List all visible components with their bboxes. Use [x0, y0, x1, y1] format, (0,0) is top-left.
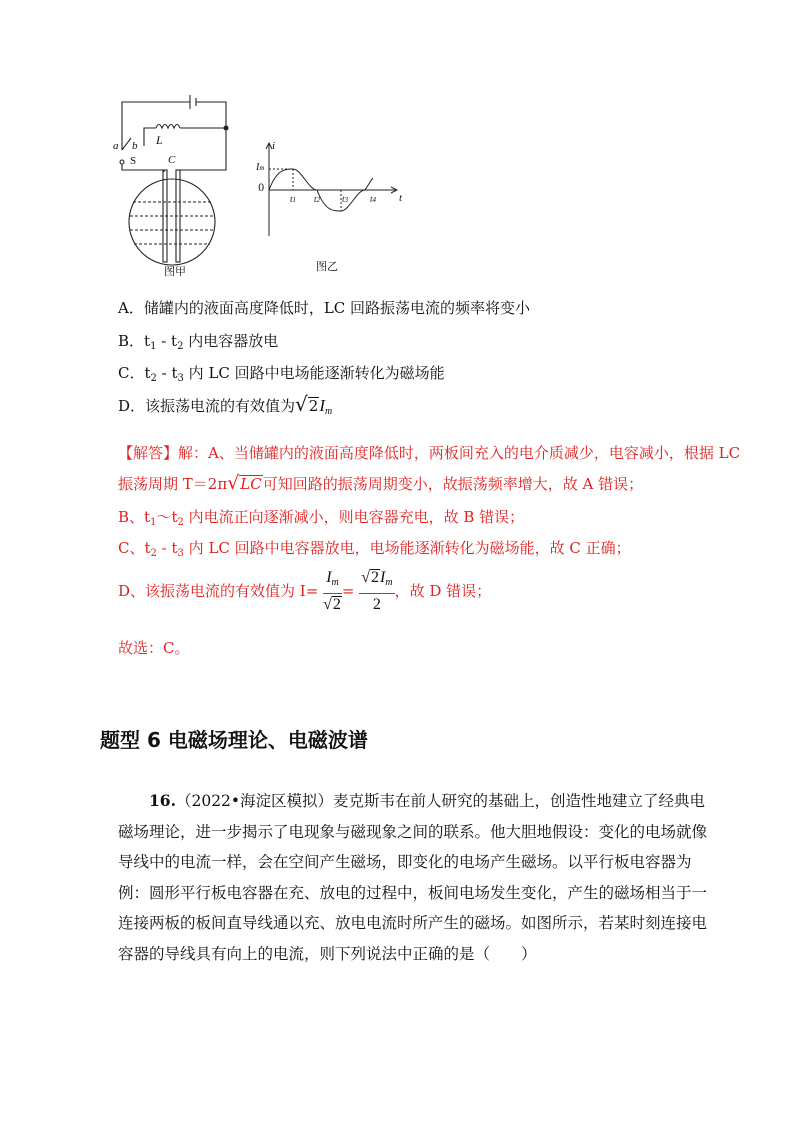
t3-label: t3 [342, 194, 349, 204]
axis-t-label: t [399, 192, 403, 204]
question-16 [118, 786, 718, 969]
answer-line-1: 【解答】解：A、当储罐内的液面高度降低时，两板间充入的电介质减少，电容减小，根据 LC [118, 444, 741, 462]
answer-line-4: C、$t_2 - t_3$ 内 LC 回路中电容器放电，电场能逐渐转化为磁场能，故 C 正确； [118, 539, 631, 559]
axis-i-label: i [272, 140, 276, 152]
circuit-figure [100, 90, 250, 280]
answer-line-5: D、该振荡电流的有效值为 I= $\frac{I_m}{√2}$ = $\frac{√2I_m}{2}$ ，故 D 错误； [118, 568, 491, 616]
option-c: C．$t_2 - t_3$ 内 LC 回路中电场能逐渐转化为磁场能 [118, 364, 445, 384]
fraction-2: $\frac{√2I_m}{2}$ [361, 569, 393, 613]
option-b: B．$t_1 - t_2$ 内电容器放电 [118, 332, 279, 352]
label-c: C [168, 154, 176, 166]
answer-line-3: B、$t_1\sim t_2$ 内电流正向逐渐减小，则电容器充电，故 B 错误； [118, 508, 525, 528]
label-l: L [156, 133, 163, 147]
t4-label: t4 [370, 194, 377, 204]
t2-label: t2 [314, 194, 321, 204]
fraction-1: $\frac{I_m}{√2}$ [323, 569, 341, 613]
label-s: S [130, 155, 137, 167]
section-title: 题型 6 电磁场理论、电磁波谱 [100, 728, 368, 752]
current-graph [255, 140, 405, 240]
origin-label: 0 [258, 183, 265, 194]
t1-label: t1 [290, 194, 297, 204]
figure-right-caption: 图乙 [316, 260, 338, 273]
label-a: a [113, 140, 119, 152]
im-label: Im [256, 162, 265, 173]
option-a: A．储罐内的液面高度降低时，LC 回路振荡电流的频率将变小 [118, 299, 531, 317]
answer-line-2: 振荡周期 T＝2π√LC可知回路的振荡周期变小，故振荡频率增大，故 A 错误； [118, 472, 644, 494]
option-d: D．该振荡电流的有效值为$√2I_m$ [118, 392, 333, 417]
figure-left-caption: 图甲 [164, 265, 186, 278]
label-b: b [132, 140, 138, 152]
question-number: 16. [149, 791, 176, 810]
answer-choice: 故选：C。 [118, 639, 190, 657]
question-text: （2022•海淀区模拟）麦克斯韦在前人研究的基础上，创造性地建立了经典电磁场理论，进一步揭示了电现象与磁现象之间的联系。他大胆地假设：变化的电场就像导线中的电流一样，会在空间产生磁场，即变化的电场产生磁场。以平行板电容器为例：圆形平行板电容器在充、放电的过程中，板间电场发生变化，产生的磁场相当于一连接两板的板间直导线通以充、放电电流时所产生的磁场。如图所示，若某时刻连接电容器的导线具有向上的电流，则下列说法中正确的是（ ） [118, 792, 708, 963]
